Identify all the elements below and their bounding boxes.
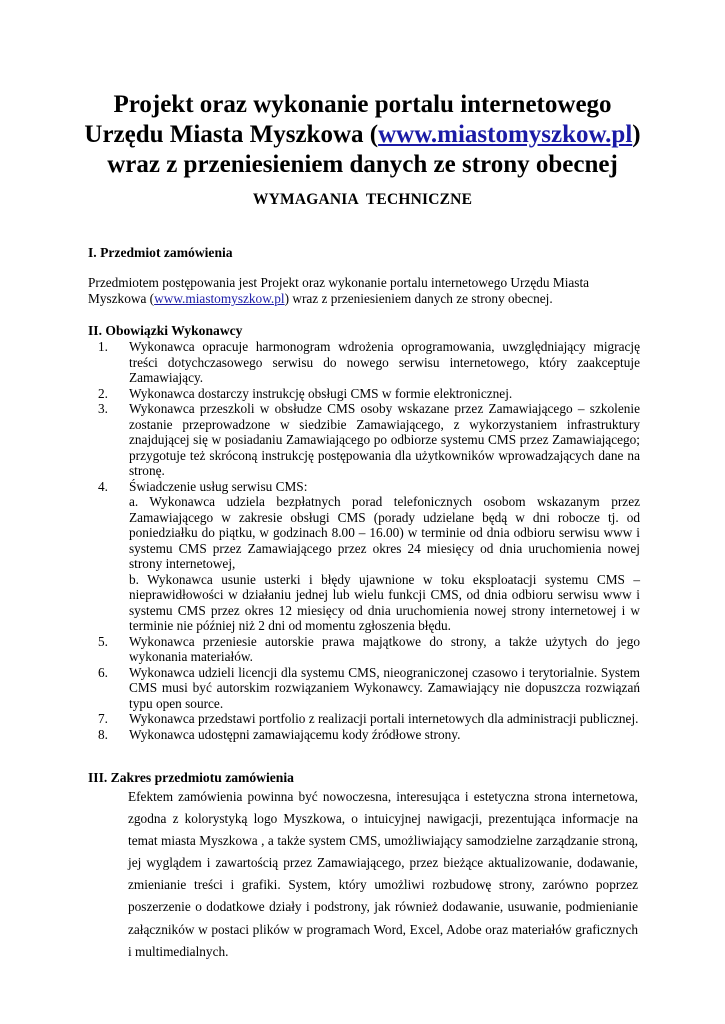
obligations-list	[98, 339, 640, 742]
list-subitem-a: a. Wykonawca udziela bezpłatnych porad telefonicznych osobom wskazanym przez Zamawiającego w zakresie obsługi CMS (porady udzielane będą w dni robocze tj. od poniedziałku do piątku, w godzinach 8.00 – 16.00) w terminie od dnia odbioru serwisu www i systemu CMS przez Zamawiającego przez okres 24 miesięcy od dnia uruchomienia nowej strony internetowej,	[129, 494, 640, 571]
list-item: 5. Wykonawca przeniesie autorskie prawa majątkowe do strony, a także użytych do jego wykonania materiałów.	[98, 633, 640, 664]
section-2-heading: II. Obowiązki Wykonawcy	[88, 323, 243, 338]
section-1-heading: I. Przedmiot zamówienia	[88, 245, 233, 260]
list-subitem-b: b. Wykonawca usunie usterki i błędy ujawnione w toku eksploatacji systemu CMS – nieprawidłowości w działaniu jednej lub wielu funkcji CMS, od dnia odbioru serwisu www i systemu CMS przez okres 12 miesięcy od dnia uruchomienia nowej strony internetowej i w terminie nie później niż 2 dni od momentu zgłoszenia błędu.	[129, 571, 640, 633]
list-item: 4. Świadczenie usług serwisu CMS:	[98, 478, 308, 494]
title-line-2-suffix: )	[632, 121, 641, 148]
title-website-link[interactable]: www.miastomyszkow.pl	[378, 121, 633, 148]
list-item: 6. Wykonawca udzieli licencji dla systemu CMS, nieograniczonej czasowo i terytorialnie. System CMS musi być autorskim rozwiązaniem Wykonawcy. Zamawiający nie dopuszcza rozwiązań typu open source.	[98, 664, 640, 711]
title-line-3: wraz z przeniesieniem danych ze strony obecnej	[107, 151, 618, 178]
document-title	[40, 90, 685, 180]
section-1-text-start: Przedmiotem postępowania jest Projekt oraz wykonanie portalu internetowego Urzędu Miasta Myszkowa (	[88, 275, 590, 307]
section-1-text-end: ) wraz z przeniesieniem danych ze strony obecnej.	[284, 291, 553, 307]
section-1-paragraph	[88, 275, 608, 307]
title-line-2-prefix: Urzędu Miasta Myszkowa (	[84, 121, 379, 148]
title-line-1: Projekt oraz wykonanie portalu internetowego	[113, 91, 612, 118]
document-subtitle: WYMAGANIA TECHNICZNE	[252, 191, 473, 208]
list-item: 3. Wykonawca przeszkoli w obsłudze CMS osoby wskazane przez Zamawiającego – szkolenie zostanie przeprowadzone w siedzibie Zamawiającego, z wykorzystaniem infrastruktury znajdującej się w posiadaniu Zamawiającego po odbiorze systemu CMS przez Zamawiającego; przygotuje też skróconą instrukcję postępowania dla użytkowników wprowadzających dane na stronę.	[98, 401, 640, 478]
section-1-website-link[interactable]: www.miastomyszkow.pl	[154, 291, 285, 307]
list-item: 1. Wykonawca opracuje harmonogram wdrożenia oprogramowania, uwzględniający migrację treści dotychczasowego serwisu do nowego serwisu internetowego, który zaakceptuje Zamawiający.	[98, 339, 640, 385]
section-3-heading: III. Zakres przedmiotu zamówienia	[88, 770, 294, 785]
list-item: 7. Wykonawca przedstawi portfolio z realizacji portali internetowych dla administracji publicznej.	[98, 711, 639, 726]
section-3-paragraph: Efektem zamówienia powinna być nowoczesna, interesująca i estetyczna strona internetowa, zgodna z kolorystyką logo Myszkowa, o intuicyjnej nawigacji, prezentująca informacje na temat miasta Myszkowa , a także system CMS, umożliwiający samodzielne zarządzanie stroną, jej wyglądem i zawartością przez Zamawiającego, przez bieżące aktualizowanie, dodawanie, zmienianie treści i grafiki. System, który umożliwi rozbudowę strony, zarówno poprzez poszerzenie o dodatkowe działy i podstrony, jak również dodawanie, usuwanie, podmienianie załączników w postaci plików w programach Word, Excel, Adobe oraz materiałów graficznych i multimedialnych.	[128, 789, 638, 959]
list-item: 2. Wykonawca dostarczy instrukcję obsługi CMS w formie elektronicznej.	[98, 385, 513, 401]
title-line-2	[40, 120, 685, 150]
list-item: 8. Wykonawca udostępni zamawiającemu kody źródłowe strony.	[98, 726, 461, 742]
